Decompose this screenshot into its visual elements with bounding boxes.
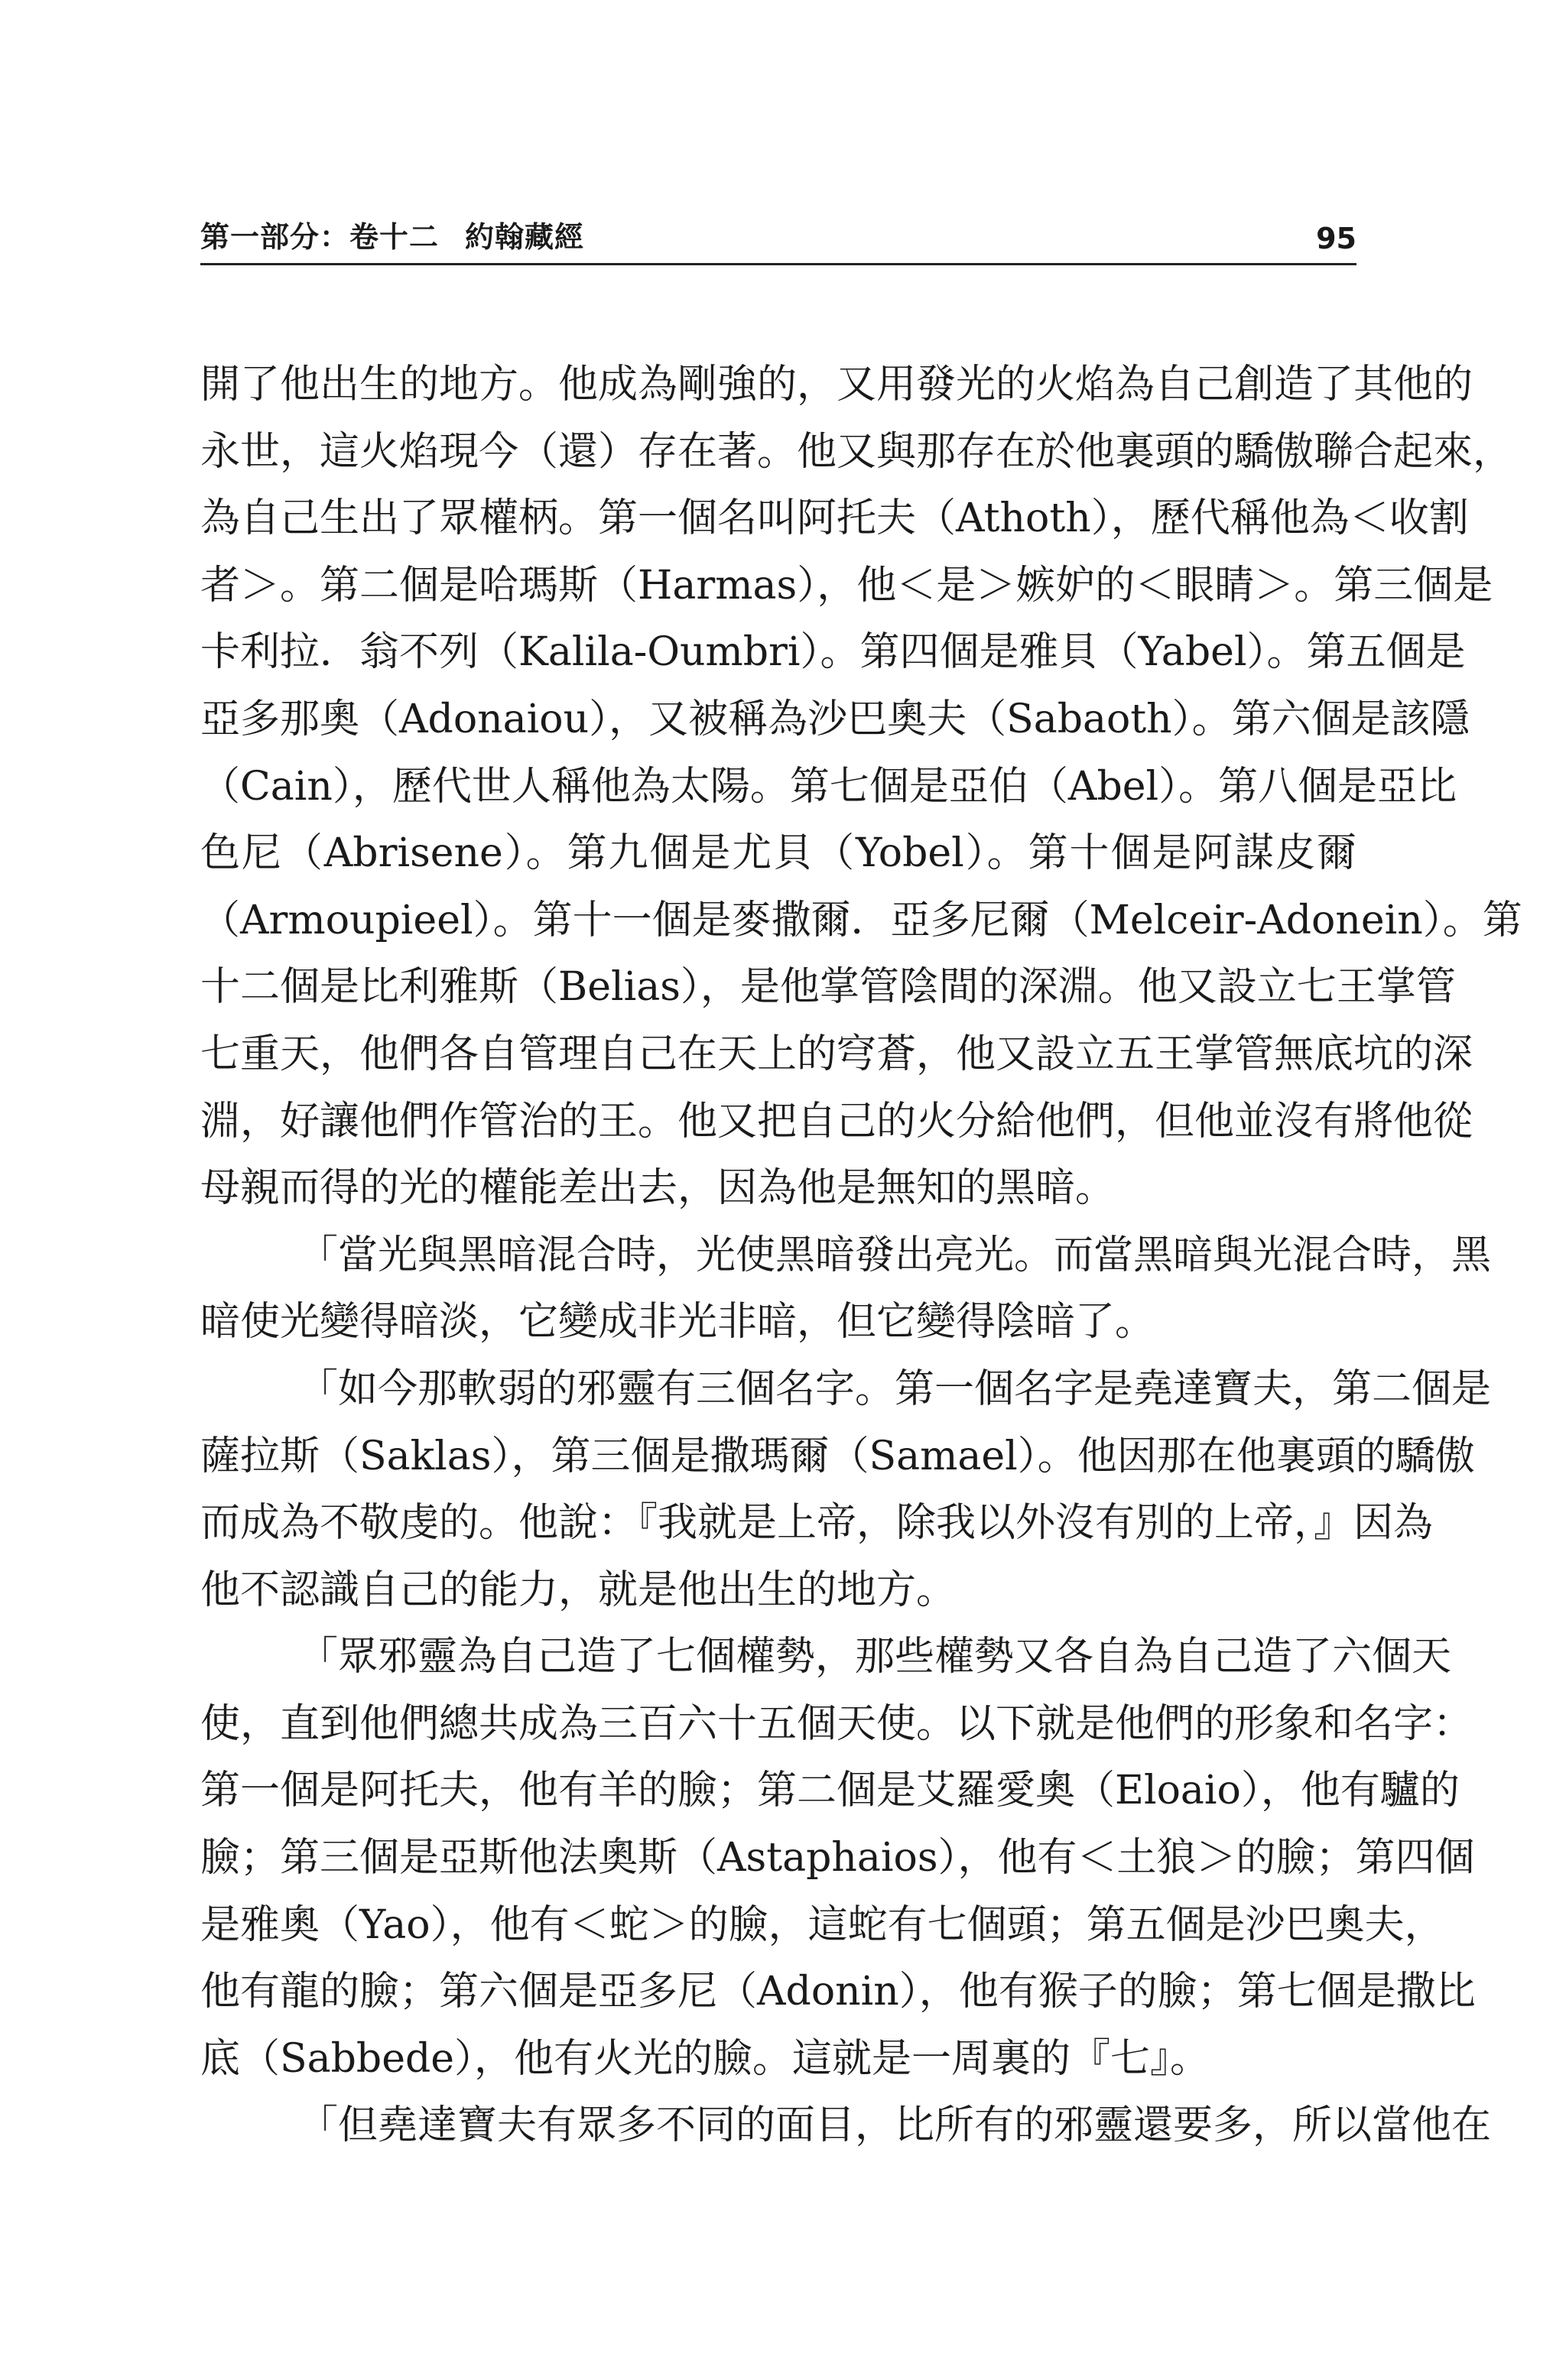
text-line: 而成為不敬虔的。他說：『我就是上帝，除我以外沒有別的上帝，』因為 (200, 1500, 1434, 1547)
page-number: 95 (1316, 222, 1356, 255)
text-line: 淵，好讓他們作管治的王。他又把自己的火分給他們，但他並沒有將他從 (200, 1098, 1473, 1145)
text-line: 他不認識自己的能力，就是他出生的地方。 (200, 1567, 957, 1613)
text-line: 卡利拉．翁不列（Kalila-Oumbri）。第四個是雅貝（Yabel）。第五個是 (200, 629, 1466, 676)
text-line: 者＞。第二個是哈瑪斯（Harmas），他＜是＞嫉妒的＜眼睛＞。第三個是 (200, 562, 1493, 609)
text-line: 「當光與黑暗混合時，光使黑暗發出亮光。而當黑暗與光混合時，黑 (298, 1232, 1492, 1278)
body-text (200, 352, 1522, 2160)
text-line: 為自己生出了眾權柄。第一個名叫阿托夫（Athoth），歷代稱他為＜收割 (200, 495, 1469, 542)
text-line: 永世，這火焰現今（還）存在著。他又與那存在於他裏頭的驕傲聯合起來， (200, 428, 1513, 475)
text-line: 「但堯達寶夫有眾多不同的面目，比所有的邪靈還要多，所以當他在 (298, 2102, 1492, 2149)
text-line: 母親而得的光的權能差出去，因為他是無知的黑暗。 (200, 1165, 1116, 1212)
text-line: 「眾邪靈為自己造了七個權勢，那些權勢又各自為自己造了六個天 (298, 1634, 1452, 1680)
text-line: 十二個是比利雅斯（Belias），是他掌管陰間的深淵。他又設立七王掌管 (200, 964, 1456, 1011)
text-line: 他有龍的臉；第六個是亞多尼（Adonin），他有猴子的臉；第七個是撒比 (200, 1969, 1476, 2015)
header-section: 第一部分：卷十二 (200, 220, 440, 254)
running-header (200, 217, 1356, 265)
text-line: 亞多那奧（Adonaiou），又被稱為沙巴奧夫（Sabaoth）。第六個是該隱 (200, 696, 1470, 742)
text-line: 是雅奧（Yao），他有＜蛇＞的臉，這蛇有七個頭；第五個是沙巴奧夫， (200, 1901, 1444, 1948)
text-line: 色尼（Abrisene）。第九個是尤貝（Yobel）。第十個是阿謀皮爾 (200, 830, 1356, 877)
text-line: 暗使光變得暗淡，它變成非光非暗，但它變得陰暗了。 (200, 1299, 1155, 1346)
text-line: （Cain），歷代世人稱他為太陽。第七個是亞伯（Abel）。第八個是亞比 (200, 763, 1457, 810)
header-title (200, 213, 584, 255)
text-line: （Armoupieel）。第十一個是麥撒爾．亞多尼爾（Melceir-Adonein）。第 (200, 897, 1522, 943)
text-line: 臉；第三個是亞斯他法奧斯（Astaphaios），他有＜土狼＞的臉；第四個 (200, 1835, 1475, 1882)
text-line: 使，直到他們總共成為三百六十五個天使。以下就是他們的形象和名字： (200, 1700, 1473, 1747)
text-line: 七重天，他們各自管理自己在天上的穹蒼，他又設立五王掌管無底坑的深 (200, 1031, 1473, 1077)
text-line: 開了他出生的地方。他成為剛強的，又用發光的火焰為自己創造了其他的 (200, 362, 1473, 407)
text-line: 「如今那軟弱的邪靈有三個名字。第一個名字是堯達寶夫，第二個是 (298, 1365, 1492, 1412)
text-line: 第一個是阿托夫，他有羊的臉；第二個是艾羅愛奧（Eloaio），他有驢的 (200, 1768, 1460, 1814)
text-line: 底（Sabbede），他有火光的臉。這就是一周裏的『七』。 (200, 2035, 1210, 2082)
text-line: 薩拉斯（Saklas），第三個是撒瑪爾（Samael）。他因那在他裏頭的驕傲 (200, 1433, 1475, 1479)
header-book: 約翰藏經 (465, 220, 585, 254)
